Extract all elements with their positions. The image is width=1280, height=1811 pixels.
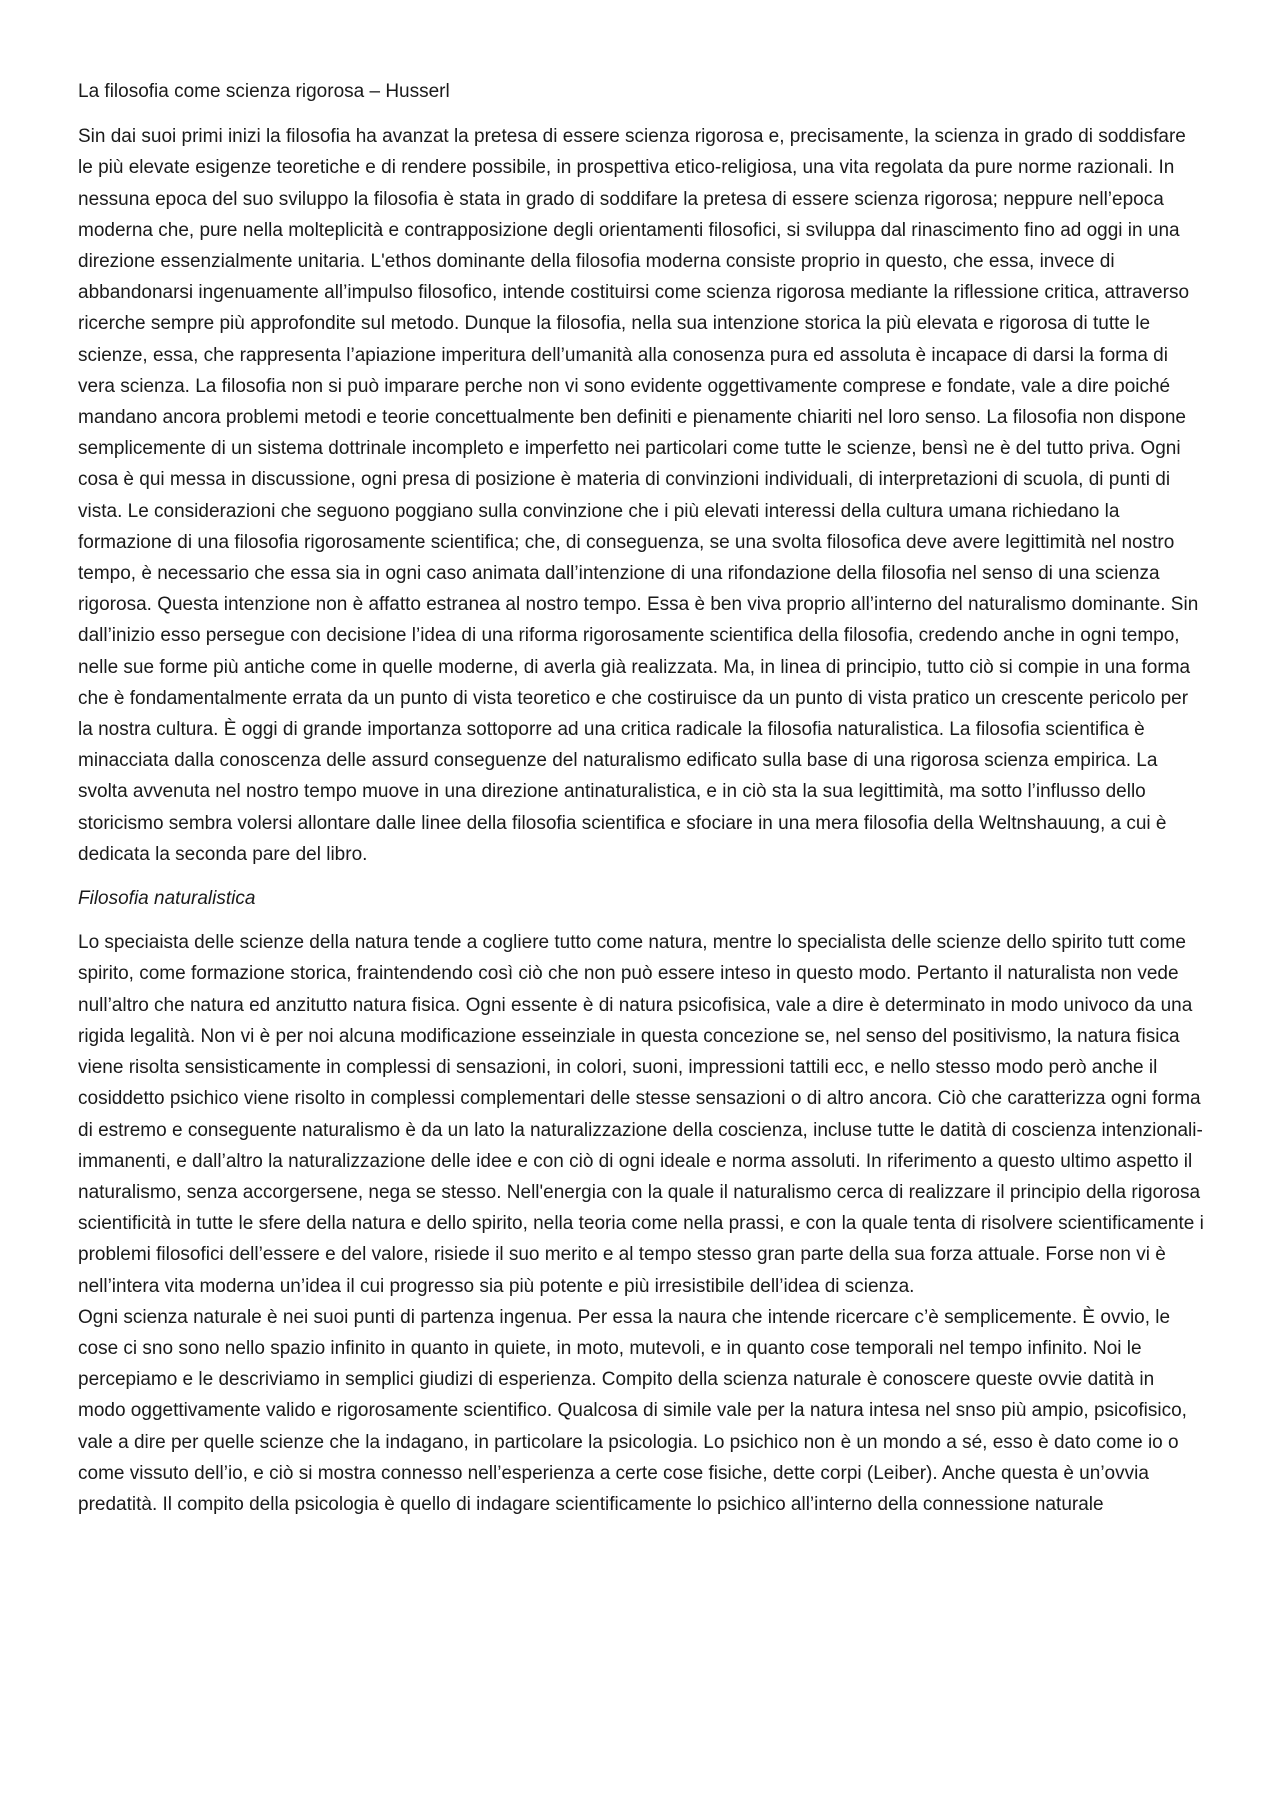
paragraph-naturalist: Lo speciaista delle scienze della natura tende a cogliere tutto come natura, mentre lo specialista delle scienze dello spirito tutt come spirito, come formazione storica, fraintendendo così ciò che non può essere inteso in questo modo. Pertanto il naturalista non vede null’altro che natura ed anzitutto natura fisica. Ogni essente è di natura psicofisica, vale a dire è determinato in modo univoco da una rigida legalità. Non vi è per noi alcuna modificazione esseinziale in questa concezione se, nel senso del positivismo, la natura fisica viene risolta sensisticamente in complessi di sensazioni, in colori, suoni, impressioni tattili ecc, e nello stesso modo però anche il cosiddetto psichico viene risolto in complessi complementari delle stesse sensazioni o di altro ancora. Ciò che caratterizza ogni forma di estremo e conseguente naturalismo è da un lato la naturalizzazione della coscienza, incluse tutte le datità di coscienza intenzionali-immanenti, e dall’altro la naturalizzazione delle idee e con ciò di ogni ideale e norma assoluti. In riferimento a questo ultimo aspetto il naturalismo, senza accorgersene, nega se stesso. Nell'energia con la quale il naturalismo cerca di realizzare il principio della rigorosa scientificità in tutte le sfere della natura e dello spirito, nella teoria come nella prassi, e con la quale tenta di risolvere scientificamente i problemi filosofici dell’essere e del valore, risiede il suo merito e al tempo stesso gran parte della sua forza attuale. Forse non vi è nell’intera vita moderna un’idea il cui progresso sia più potente e più irresistibile dell’idea di scienza. (78, 932, 1204, 1297)
document-page (78, 76, 1204, 1520)
paragraph-natural-science: Ogni scienza naturale è nei suoi punti di partenza ingenua. Per essa la naura che intende ricercare c’è semplicemente. È ovvio, le cose ci sno sono nello spazio infinito in quanto in quiete, in moto, mutevoli, e in quanto cose temporali nel tempo infinito. Noi le percepiamo e le descriviamo in semplici giudizi di esperienza. Compito della scienza naturale è conoscere queste ovvie datità in modo oggettivamente valido e rigorosamente scientifico. Qualcosa di simile vale per la natura intesa nel snso più ampio, psicofisico, vale a dire per quelle scienze che la indagano, in particolare la psicologia. Lo psichico non è un mondo a sé, esso è dato come io o come vissuto dell’io, e ciò si mostra connesso nell’esperienza a certe cose fisiche, dette corpi (Leiber). Anche questa è un’ovvia predatità. Il compito della psicologia è quello di indagare scientificamente lo psichico all’interno della connessione naturale (78, 1306, 1187, 1515)
document-title: La filosofia come scienza rigorosa – Husserl (78, 81, 450, 102)
paragraph-intro: Sin dai suoi primi inizi la filosofia ha avanzat la pretesa di essere scienza rigorosa e, precisamente, la scienza in grado di soddisfare le più elevate esigenze teoretiche e di rendere possibile, in prospettiva etico-religiosa, una vita regolata da pure norme razionali. In nessuna epoca del suo sviluppo la filosofia è stata in grado di soddifare la pretesa di essere scienza rigorosa; neppure nell’epoca moderna che, pure nella molteplicità e contrapposizione degli orientamenti filosofici, si sviluppa dal rinascimento fino ad oggi in una direzione essenzialmente unitaria. L'ethos dominante della filosofia moderna consiste proprio in questo, che essa, invece di abbandonarsi ingenuamente all’impulso filosofico, intende costituirsi come scienza rigorosa mediante la riflessione critica, attraverso ricerche sempre più approfondite sul metodo. Dunque la filosofia, nella sua intenzione storica la più elevata e rigorosa di tutte le scienze, essa, che rappresenta l’apiazione imperitura dell’umanità alla conosenza pura ed assoluta è incapace di darsi la forma di vera scienza. La filosofia non si può imparare perche non vi sono evidente oggettivamente comprese e fondate, vale a dire poiché mandano ancora problemi metodi e teorie concettualmente ben definiti e pienamente chiariti nel loro senso. La filosofia non dispone semplicemente di un sistema dottrinale incompleto e imperfetto nei particolari come tutte le scienze, bensì ne è del tutto priva. Ogni cosa è qui messa in discussione, ogni presa di posizione è materia di convinzioni individuali, di interpretazioni di scuola, di punti di vista. Le considerazioni che seguono poggiano sulla convinzione che i più elevati interessi della cultura umana richiedano la formazione di una filosofia rigorosamente scientifica; che, di conseguenza, se una svolta filosofica deve avere legittimità nel nostro tempo, è necessario che essa sia in ogni caso animata dall’intenzione di una rifondazione della filosofia nel senso di una scienza rigorosa. Questa intenzione non è affatto estranea al nostro tempo. Essa è ben viva proprio all’interno del naturalismo dominante. Sin dall’inizio esso persegue con decisione l’idea di una riforma rigorosamente scientifica della filosofia, credendo anche in ogni tempo, nelle sue forme più antiche come in quelle moderne, di averla già realizzata. Ma, in linea di principio, tutto ciò si compie in una forma che è fondamentalmente errata da un punto di vista teoretico e che costiruisce da un punto di vista pratico un crescente pericolo per la nostra cultura. È oggi di grande importanza sottoporre ad una critica radicale la filosofia naturalistica. La filosofia scientifica è minacciata dalla conoscenza delle assurd conseguenze del naturalismo edificato sulla base di una rigorosa scienza empirica. La svolta avvenuta nel nostro tempo muove in una direzione antinaturalistica, e in ciò sta la sua legittimità, ma sotto l’influsso dello storicismo sembra volersi allontare dalle linee della filosofia scientifica e sfociare in una mera filosofia della Weltnshauung, a cui è dedicata la seconda pare del libro. (78, 126, 1199, 865)
section-heading-naturalistic-philosophy: Filosofia naturalistica (78, 888, 256, 910)
